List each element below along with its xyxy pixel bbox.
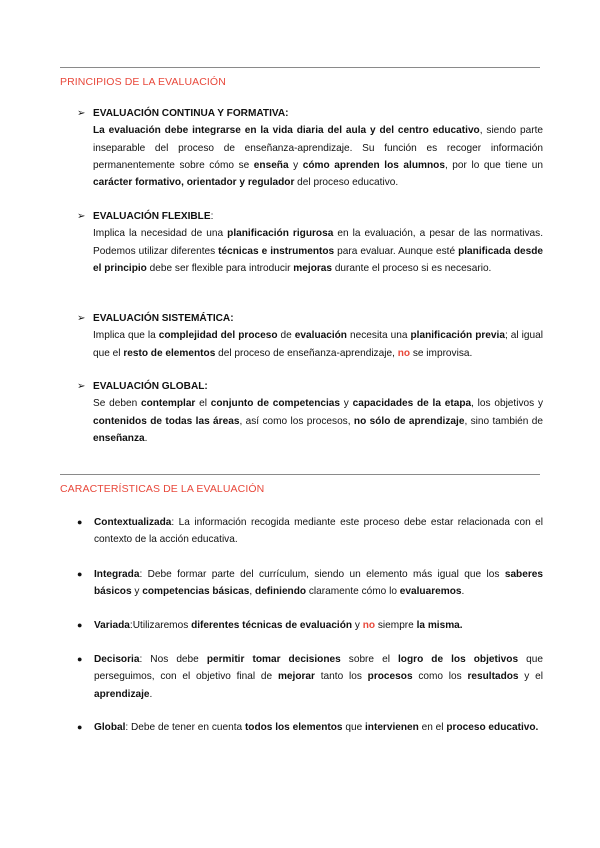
principios-heading: PRINCIPIOS DE LA EVALUACIÓN <box>60 76 226 88</box>
caracteristica-text: Contextualizada: La información recogida mediante este proceso debe estar relacionada con el contexto de la acción educativa. <box>94 517 543 546</box>
arrow-bullet-icon: ➢ <box>77 381 86 392</box>
principio-title: ➢ EVALUACIÓN GLOBAL: <box>77 378 543 395</box>
principio-body: La evaluación debe integrarse en la vida diaria del aula y del centro educativo, siendo parte inseparable del proceso de enseñanza-aprendizaje. Su función es recoger información permanentemente sobre cómo se enseña y cómo aprenden los alumnos, por lo que tiene un carácter formativo, orientador y regulador del proceso educativo. <box>93 125 544 189</box>
caracteristica-text: Integrada: Debe formar parte del currículum, siendo un elemento más igual que los saberes básicos y competencias básicas, definiendo claramente cómo lo evaluaremos. <box>94 569 543 598</box>
caracteristica-contextualizada <box>77 514 543 549</box>
bullet-dot-icon: ● <box>77 654 83 664</box>
caracteristica-text: Variada:Utilizaremos diferentes técnicas de evaluación y no siempre la misma. <box>94 620 463 631</box>
caracteristica-global <box>77 719 543 736</box>
top-divider <box>60 67 540 68</box>
principio-continua <box>77 105 543 191</box>
arrow-bullet-icon: ➢ <box>77 108 86 119</box>
middle-divider <box>60 474 540 475</box>
caracteristicas-heading: CARACTERÍSTICAS DE LA EVALUACIÓN <box>60 483 265 495</box>
caracteristica-text: Decisoria: Nos debe permitir tomar decisiones sobre el logro de los objetivos que perseguimos, con el objetivo final de mejorar tanto los procesos como los resultados y el aprendizaje. <box>94 654 543 700</box>
principio-global <box>77 378 543 447</box>
caracteristica-variada <box>77 617 543 634</box>
principio-body: Implica la necesidad de una planificación rigurosa en la evaluación, a pesar de las normativas. Podemos utilizar diferentes técnicas e instrumentos para evaluar. Aunque esté planificada desde el principio debe ser flexible para introducir mejoras durante el proceso si es necesario. <box>93 228 544 274</box>
arrow-bullet-icon: ➢ <box>77 313 86 324</box>
principio-title: ➢ EVALUACIÓN CONTINUA Y FORMATIVA: <box>77 105 543 122</box>
bullet-dot-icon: ● <box>77 620 83 630</box>
principio-title: ➢ EVALUACIÓN FLEXIBLE: <box>77 208 543 225</box>
caracteristica-integrada <box>77 566 543 601</box>
principio-flexible <box>77 208 543 277</box>
bullet-dot-icon: ● <box>77 722 83 732</box>
principio-body: Implica que la complejidad del proceso de evaluación necesita una planificación previa; al igual que el resto de elementos del proceso de enseñanza-aprendizaje, no se improvisa. <box>93 330 543 359</box>
caracteristica-decisoria <box>77 651 543 703</box>
principio-title: ➢ EVALUACIÓN SISTEMÁTICA: <box>77 310 543 327</box>
caracteristica-text: Global: Debe de tener en cuenta todos los elementos que intervienen en el proceso educativo. <box>94 722 539 733</box>
principio-body: Se deben contemplar el conjunto de competencias y capacidades de la etapa, los objetivos y contenidos de todas las áreas, así como los procesos, no sólo de aprendizaje, sino también de enseñanza. <box>93 398 544 444</box>
bullet-dot-icon: ● <box>77 569 83 579</box>
bullet-dot-icon: ● <box>77 517 83 527</box>
arrow-bullet-icon: ➢ <box>77 211 86 222</box>
principio-sistematica <box>77 310 543 362</box>
